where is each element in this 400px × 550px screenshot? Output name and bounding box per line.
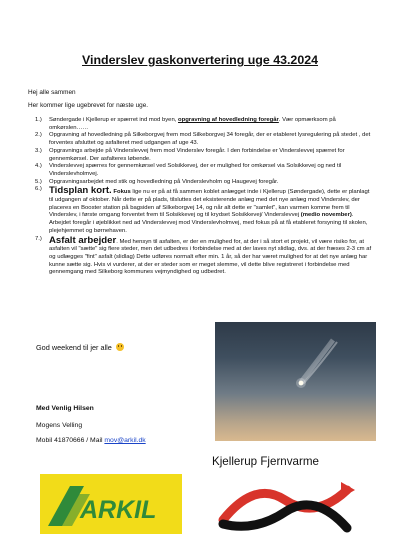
- list-item-text: . Vær opmærksom på omkørslen……: [49, 117, 336, 131]
- list-item-text: lige nu er på at få sammen koblet anlægget inde i Kjellerup (Søndergade), dette er planlagt til udgangen af oktober. Når dette er på plads, tilsluttes det eksisterende anlæg med det nye anlæg mod Vinderslev, der placeres en Booster station på bagsiden af Silkeborgvej 14, og når alt dette er "samlet", kan varmen komme frem til Vinderslev, i første omgang forventet frem til Solsikkevej og til krydset Solsikkevej/ Vinderslevvej: [49, 189, 370, 219]
- list-item: [28, 163, 374, 178]
- company-name: Kjellerup Fjernvarme: [212, 455, 319, 468]
- list-item-text: (medio november): [300, 212, 352, 219]
- sender-name: Mogens Velling: [36, 422, 83, 429]
- list-item-number: 7.): [35, 235, 42, 242]
- list-item: [28, 117, 374, 132]
- kjellerup-fjernvarme-logo: [215, 476, 357, 541]
- list-item-number: 2.): [35, 132, 42, 139]
- update-list: [28, 117, 374, 277]
- list-item-text: Tidsplan kort.: [49, 185, 112, 197]
- list-item-text: Opgravnings arbejde på Vinderslevvej frem mod Vinderslev foregår. I den forbindelse er Vinderslevvej spærret for gennemkørsel. Der asfalteres løbende.: [49, 147, 345, 162]
- email-link[interactable]: mov@arkil.dk: [104, 437, 146, 444]
- list-item: [28, 186, 374, 235]
- contact-line: [36, 437, 146, 444]
- list-item-text: Fokus: [113, 189, 131, 196]
- signoff: Med Venlig Hilsen: [36, 405, 94, 412]
- smiley-icon: [116, 343, 124, 351]
- list-item-text: Opgravningsarbejdet med stik og hovedledning på Vinderslevholm og Haugevej foregår.: [49, 178, 279, 185]
- list-item: [28, 132, 374, 147]
- list-item-number: 3.): [35, 147, 42, 154]
- list-item-text: Opgravning af hovedledning på Silkeborgvej frem mod Silkeborgvej 34 foregår, der er etableret lysregulering på stedet , det forventes afsluttet og asfalteret med udgangen af uge 43.: [49, 132, 371, 147]
- list-item-number: 6.): [35, 186, 42, 193]
- contact-phone: Mobil 41870666 / Mail: [36, 437, 105, 444]
- list-item-number: 1.): [35, 117, 42, 123]
- list-item-text: Asfalt arbejder: [49, 234, 117, 246]
- list-item-text: Søndergade i Kjellerup er spærret ind mod byen,: [49, 117, 179, 123]
- list-item-text: opgravning af hovedledning foregår: [178, 117, 279, 123]
- comet-photo: [215, 322, 376, 441]
- list-item-text: . Arbejdet foregår i øjeblikket ned ad Vinderslevvej mod Vinderslevholmvej, med fokus på at få etableret forsyning til skolen, plejehjemmet og børnehaven.: [49, 212, 368, 234]
- list-item: [28, 236, 374, 278]
- arkil-logo-text: ARKIL: [80, 496, 157, 524]
- list-item-number: 5.): [35, 178, 42, 185]
- greeting: Hej alle sammen: [28, 89, 76, 96]
- list-item-text: Vinderslevvej spærres for gennemkørsel ved Solsikkevej, der er mulighed for omkørsel via Solsikkevej og ned til Vinderslevholmvej.: [49, 163, 342, 177]
- list-item: [28, 148, 374, 163]
- weekend-wish: [36, 343, 124, 352]
- list-item-text: . Med hensyn til asfalten, er der en mulighed for, at der i så stort et projekt, vil være risiko for, at asfalten vil "sætte" sig flere steder, men det udbedres i forbindelse med at der laves nyt slidlag, dvs. at der fræses 2-3 cm af og udlægges "fint" asfalt (slidlag) Dette udføres normalt efter min. 1 år, så der har været mulighed for at det nye anlæg har kunne sætte sig. Hvis vi vurderer, at der er steder som er meget slemme, vil dette blive registreret i forbindelse med gennemgang med Silkeborg kommunes vejmyndighed og udbedret.: [49, 238, 372, 276]
- list-item-number: 4.): [35, 163, 42, 170]
- page-title: Vinderslev gaskonvertering uge 43.2024: [82, 53, 318, 67]
- arkil-logo: [40, 474, 182, 534]
- intro-text: Her kommer lige ugebrevet for næste uge.: [28, 102, 149, 109]
- weekend-text: God weekend til jer alle: [36, 343, 112, 352]
